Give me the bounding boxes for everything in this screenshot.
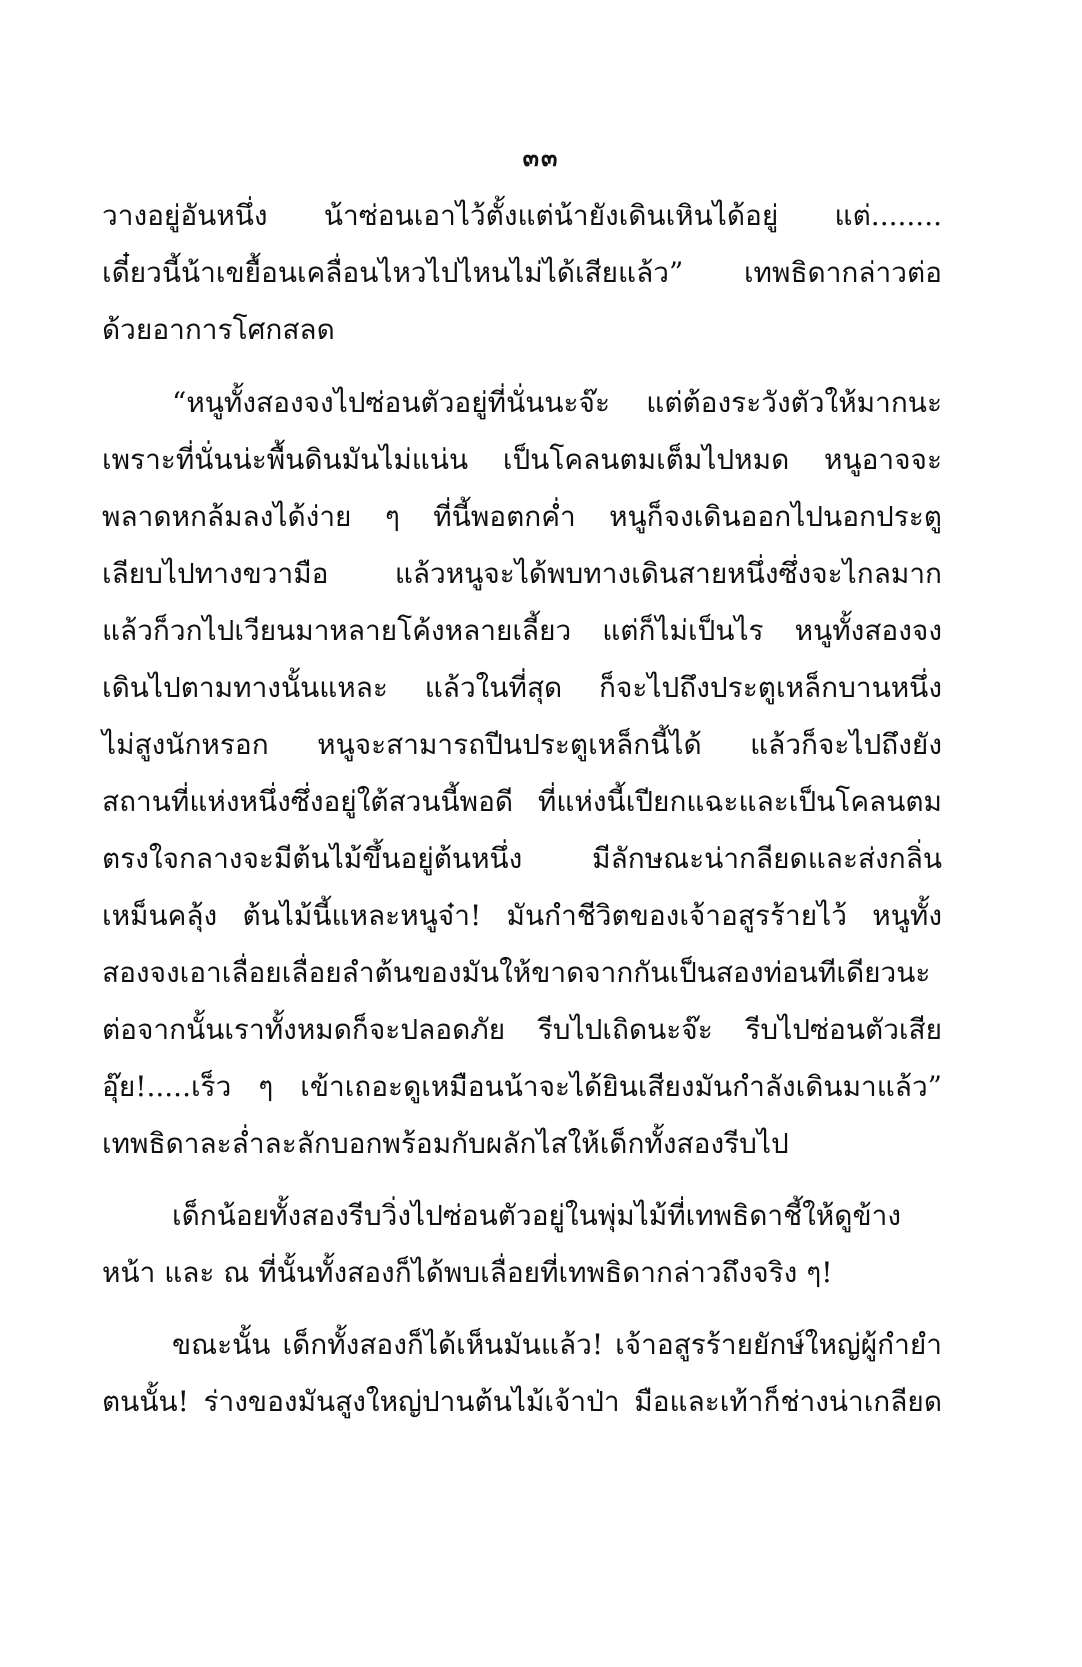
text-line: เลียบไปทางขวามือ แล้วหนูจะได้พบทางเดินสายหนึ่งซึ่งจะไกลมาก bbox=[102, 557, 942, 590]
text-line: สองจงเอาเลื่อยเลื่อยลำต้นของมันให้ขาดจากกันเป็นสองท่อนทีเดียวนะ bbox=[102, 956, 931, 989]
text-line: เหม็นคลุ้ง ต้นไม้นี้แหละหนูจ๋า! มันกำชีวิตของเจ้าอสูรร้ายไว้ หนูทั้ง bbox=[102, 899, 942, 932]
text-line: ด้วยอาการโศกสลด bbox=[102, 313, 335, 346]
text-line: วางอยู่อันหนึ่ง น้าซ่อนเอาไว้ตั้งแต่น้ายังเดินเหินได้อยู่ แต่........ bbox=[102, 199, 942, 232]
text-line: เด็กน้อยทั้งสองรีบวิ่งไปซ่อนตัวอยู่ในพุ่มไม้ที่เทพธิดาชี้ให้ดูข้าง bbox=[172, 1199, 901, 1232]
text-line: เพราะที่นั่นน่ะพื้นดินมันไม่แน่น เป็นโคลนตมเต็มไปหมด หนูอาจจะ bbox=[102, 443, 942, 476]
text-line: พลาดหกล้มลงได้ง่าย ๆ ที่นี้พอตกค่ำ หนูก็จงเดินออกไปนอกประตู bbox=[102, 500, 942, 533]
text-line: ตนนั้น! ร่างของมันสูงใหญ่ปานต้นไม้เจ้าป่า มือและเท้าก็ช่างน่าเกลียด bbox=[102, 1385, 942, 1418]
text-line: “หนูทั้งสองจงไปซ่อนตัวอยู่ที่นั่นนะจ๊ะ แต่ต้องระวังตัวให้มากนะ bbox=[172, 386, 942, 419]
text-line: เทพธิดาละล่ำละลักบอกพร้อมกับผลักไสให้เด็กทั้งสองรีบไป bbox=[102, 1127, 789, 1160]
text-line: เดี๋ยวนี้น้าเขยื้อนเคลื่อนไหวไปไหนไม่ได้เสียแล้ว” เทพธิดากล่าวต่อ bbox=[102, 256, 942, 289]
text-line: ต่อจากนั้นเราทั้งหมดก็จะปลอดภัย รีบไปเถิดนะจ๊ะ รีบไปซ่อนตัวเสีย bbox=[102, 1013, 942, 1046]
text-line: เดินไปตามทางนั้นแหละ แล้วในที่สุด ก็จะไปถึงประตูเหล็กบานหนึ่ง bbox=[102, 671, 942, 704]
text-line: ขณะนั้น เด็กทั้งสองก็ได้เห็นมันแล้ว! เจ้าอสูรร้ายยักษ์ใหญ่ผู้กำยำ bbox=[172, 1328, 942, 1361]
text-line: สถานที่แห่งหนึ่งซึ่งอยู่ใต้สวนนี้พอดี ที่แห่งนี้เปียกแฉะและเป็นโคลนตม bbox=[102, 785, 942, 818]
text-line: แล้วก็วกไปเวียนมาหลายโค้งหลายเลี้ยว แต่ก็ไม่เป็นไร หนูทั้งสองจง bbox=[102, 614, 942, 647]
text-line: หน้า และ ณ ที่นั้นทั้งสองก็ได้พบเลื่อยที่เทพธิดากล่าวถึงจริง ๆ! bbox=[102, 1256, 833, 1289]
text-line: อุ๊ย!.....เร็ว ๆ เข้าเถอะดูเหมือนน้าจะได้ยินเสียงมันกำลังเดินมาแล้ว” bbox=[102, 1070, 942, 1103]
text-line: ไม่สูงนักหรอก หนูจะสามารถปีนประตูเหล็กนี้ได้ แล้วก็จะไปถึงยัง bbox=[102, 728, 942, 761]
text-line: ตรงใจกลางจะมีต้นไม้ขึ้นอยู่ต้นหนึ่ง มีลักษณะน่ากลียดและส่งกลิ่น bbox=[102, 842, 942, 875]
page-number: ๓๓ bbox=[522, 143, 560, 172]
